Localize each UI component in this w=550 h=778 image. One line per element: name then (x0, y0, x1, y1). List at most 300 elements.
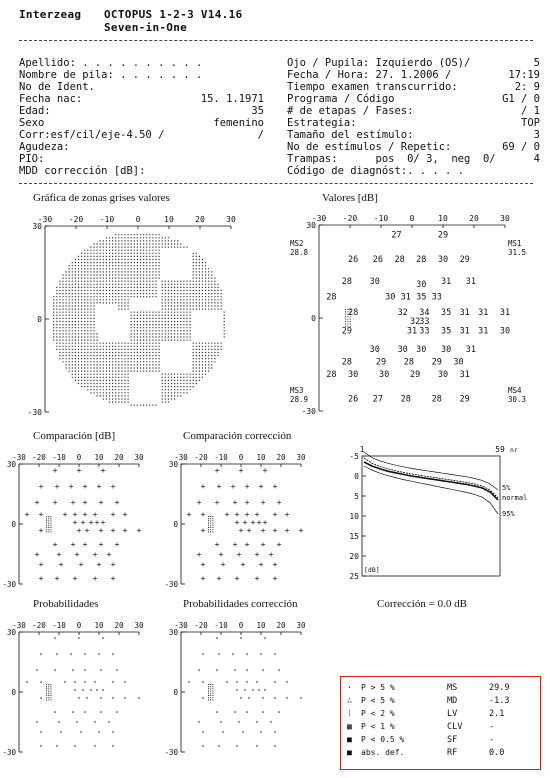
y-tick-label: -30 (164, 580, 178, 589)
normal-point: + (76, 466, 82, 475)
x-tick-label: 0 (238, 621, 244, 630)
threshold-value: 30 (437, 369, 449, 380)
normal-point: + (260, 540, 266, 549)
threshold-value: 26 (347, 394, 359, 405)
normal-point: + (110, 560, 116, 569)
x-tick-label: 30 (296, 621, 306, 630)
threshold-value: 30 (499, 326, 511, 337)
patient-field-label: Agudeza: (19, 141, 70, 153)
blind-spot-marker (345, 309, 351, 327)
exam-info (287, 58, 540, 180)
probability-point (96, 689, 98, 691)
normal-point: + (272, 574, 278, 583)
probability-point (74, 689, 76, 691)
normal-point: + (272, 482, 278, 491)
normal-point: + (232, 540, 238, 549)
normal-point: + (214, 466, 220, 475)
normal-point: + (234, 510, 240, 519)
normal-point: + (78, 560, 84, 569)
normal-point: + (72, 518, 78, 527)
probability-point (26, 681, 28, 683)
normal-point: + (58, 560, 64, 569)
normal-point: + (74, 550, 80, 559)
grey-scale-dots (53, 234, 225, 406)
normal-point: + (254, 550, 260, 559)
probabilities-correction-title: Probabilidades corrección (183, 598, 298, 610)
normal-point: + (214, 498, 220, 507)
normal-point: + (24, 510, 30, 519)
probability-point (278, 711, 280, 713)
y-tick-label: 25 (349, 572, 359, 581)
legend-item (347, 735, 404, 744)
y-tick-label: 0 (354, 472, 359, 481)
normal-point: + (242, 518, 248, 527)
patient-field-label: Nombre de pila: . . . . . . . (19, 69, 203, 81)
x-end-label: 59 (495, 445, 505, 454)
legend-label: P < 5 % (361, 696, 395, 705)
normal-point: + (230, 482, 236, 491)
normal-point: + (82, 540, 88, 549)
threshold-value: 30 (378, 369, 390, 380)
probability-point (202, 653, 204, 655)
normal-point: + (38, 510, 44, 519)
exam-field-value: TOP (521, 117, 540, 129)
correction-label: Corrección = 0.0 dB (377, 598, 467, 610)
threshold-value: 31 (406, 326, 418, 337)
probability-point (236, 681, 238, 683)
exam-field-label: # de etapas / Fases: (287, 105, 414, 117)
probability-point (202, 731, 204, 733)
normal-point: + (220, 560, 226, 569)
probability-point (240, 637, 242, 639)
x-tick-label: -20 (32, 621, 46, 630)
y-tick-label: -30 (27, 408, 42, 417)
threshold-value: 31 (478, 326, 489, 337)
probability-point (64, 681, 66, 683)
normal-point: + (196, 550, 202, 559)
normal-point: + (244, 510, 250, 519)
probability-point (222, 731, 224, 733)
probability-point (100, 669, 102, 671)
normal-point: + (268, 550, 274, 559)
x-tick-label: 10 (94, 453, 104, 462)
threshold-value: 29 (459, 394, 470, 405)
x-tick-label: -10 (52, 621, 66, 630)
threshold-value: 31 (440, 276, 452, 287)
normal-point: + (200, 482, 206, 491)
patient-field-label: Sexo (19, 117, 45, 129)
threshold-value: 30 (416, 345, 427, 355)
exam-field-value: G1 / 0 (502, 93, 540, 105)
normal-point: + (250, 518, 256, 527)
exam-field-label: Programa / Código (287, 93, 395, 105)
x-tick-label: -10 (99, 215, 115, 224)
probability-point (54, 711, 56, 713)
y-tick-label: 0 (11, 520, 16, 529)
probability-point (256, 721, 258, 723)
probability-point (260, 731, 262, 733)
threshold-value: 31 (400, 292, 411, 303)
comparison-plot (2, 444, 178, 590)
normal-point: + (262, 518, 268, 527)
probability-point (262, 697, 264, 699)
patient-info (19, 58, 264, 180)
x-tick-label: 10 (438, 214, 448, 223)
probability-point (232, 653, 234, 655)
probability-point (236, 745, 238, 747)
probability-point (56, 745, 58, 747)
probabilities-title: Probabilidades (33, 598, 99, 610)
probability-point (116, 711, 118, 713)
y-tick-label: 20 (349, 552, 359, 561)
probabilities-plot (2, 612, 178, 758)
x-tick-label: -10 (52, 453, 66, 462)
blind-spot-marker (208, 684, 213, 700)
exam-field-value: 5 (533, 57, 540, 69)
p5-label: 5% (502, 484, 511, 492)
x-tick-label: 20 (469, 214, 479, 223)
threshold-value: 28 (400, 394, 411, 405)
probability-point (258, 689, 260, 691)
legend-item (347, 683, 395, 692)
normal-point: + (240, 560, 246, 569)
normal-point: + (52, 498, 58, 507)
normal-point: + (38, 482, 44, 491)
threshold-value: 31 (459, 307, 470, 318)
x-tick-label: 30 (134, 453, 144, 462)
normal-point: + (92, 510, 98, 519)
normal-point: + (110, 526, 116, 535)
threshold-value: 28 (341, 357, 353, 368)
threshold-value: 29 (431, 357, 442, 368)
legend-symbol-icon: ▦ (347, 722, 352, 731)
probability-point (108, 721, 110, 723)
x-tick-label: 0 (76, 621, 82, 630)
blind-spot-marker (46, 516, 51, 532)
normal-point: + (70, 498, 76, 507)
normal-point: + (238, 526, 244, 535)
probability-point (40, 697, 42, 699)
product-version: OCTOPUS 1-2-3 V14.16 (104, 8, 243, 21)
normal-point: + (106, 550, 112, 559)
y-tick-label: 15 (349, 532, 359, 541)
legend-symbol-icon: ■ (347, 748, 352, 757)
y-tick-label: 30 (6, 460, 16, 469)
probability-point (264, 637, 266, 639)
threshold-value: 28 (403, 357, 415, 368)
normal-point: + (110, 510, 116, 519)
y-tick-label: 0 (11, 688, 16, 697)
probability-point (220, 721, 222, 723)
y-tick-label: 0 (311, 314, 316, 323)
exam-field-label: Ojo / Pupila: Izquierdo (OS)/ (287, 57, 471, 69)
probability-point (278, 669, 280, 671)
legend-item (347, 709, 395, 719)
legend-item (347, 748, 404, 757)
values-title: Valores [dB] (322, 192, 378, 204)
x-tick-label: 20 (114, 453, 124, 462)
x-tick-label: 20 (195, 215, 205, 224)
probability-point (72, 711, 74, 713)
normal-point: + (236, 550, 242, 559)
x-tick-label: 10 (94, 621, 104, 630)
x-tick-label: 0 (135, 215, 141, 224)
probability-point (74, 681, 76, 683)
probability-point (216, 711, 218, 713)
probability-point (72, 669, 74, 671)
threshold-value: 30 (440, 345, 452, 355)
probability-point (84, 669, 86, 671)
normal-point: + (88, 518, 94, 527)
y-tick-label: 0 (173, 520, 178, 529)
normal-point: + (114, 540, 120, 549)
normal-point: + (216, 574, 222, 583)
normal-point: + (186, 510, 192, 519)
x-tick-label: -30 (311, 214, 327, 223)
normal-point: + (82, 510, 88, 519)
probability-point (226, 681, 228, 683)
y-tick-label: 5 (354, 492, 359, 501)
probability-point (102, 637, 104, 639)
probability-point (60, 731, 62, 733)
exam-field-value: / 1 (521, 105, 540, 117)
legend-symbol-icon: ∴ (347, 696, 352, 705)
probability-point (252, 689, 254, 691)
ms2-value: 28.8 (290, 248, 309, 257)
x-tick-label: -30 (174, 453, 188, 462)
probability-point (236, 689, 238, 691)
y-tick-label: 10 (349, 512, 359, 521)
info-divider (19, 183, 533, 184)
probability-point (124, 697, 126, 699)
index-value: - (489, 722, 495, 732)
ms4-value: 30.3 (508, 395, 527, 404)
x-tick-label: -30 (12, 453, 26, 462)
x-tick-label: 10 (256, 621, 266, 630)
normal-point: + (218, 550, 224, 559)
index-label: LV (447, 709, 458, 719)
x-tick-label: 20 (114, 621, 124, 630)
threshold-value: 33 (431, 292, 442, 303)
index-label: RF (447, 748, 458, 758)
x-tick-label: 30 (296, 453, 306, 462)
threshold-value: 30 (369, 345, 380, 355)
normal-point: + (52, 540, 58, 549)
threshold-value: 35 (440, 326, 452, 337)
patient-field-value: 15. 1.1971 (200, 93, 264, 105)
x-tick-label: 0 (409, 214, 415, 223)
patient-field-label: Edad: (19, 105, 51, 117)
normal-point: + (272, 510, 278, 519)
x-tick-label: -10 (214, 621, 228, 630)
y-tick-label: 30 (6, 628, 16, 637)
exam-field-value: 17:19 (508, 69, 540, 81)
index-label: MD (447, 696, 458, 706)
threshold-value: 31 (465, 276, 477, 287)
index-label: MS (447, 683, 458, 693)
patient-field-value: 35 (251, 105, 264, 117)
probability-point (246, 669, 248, 671)
probability-point (90, 689, 92, 691)
patient-field-label: No de Ident. (19, 81, 95, 93)
ms2-label: MS2 (290, 239, 304, 248)
normal-point: + (122, 526, 128, 535)
normal-point: + (272, 560, 278, 569)
probability-point (112, 653, 114, 655)
probability-point (74, 745, 76, 747)
legend-label: P < 0.5 % (361, 735, 405, 744)
probability-point (202, 697, 204, 699)
normal-label: normal (502, 494, 528, 502)
index-value: - (489, 735, 495, 745)
y-tick-label: 0 (173, 688, 178, 697)
probability-point (198, 669, 200, 671)
x-tick-label: -30 (37, 215, 53, 224)
probability-point (78, 697, 80, 699)
x-tick-label: 30 (226, 215, 236, 224)
ms4-label: MS4 (508, 386, 522, 395)
percentile-95-curve (364, 466, 498, 514)
probability-point (86, 697, 88, 699)
threshold-value: 30 (347, 369, 359, 380)
brand: Interzeag (19, 8, 82, 21)
legend-symbol-icon: ■ (347, 735, 352, 744)
probability-point (78, 637, 80, 639)
legend-item (347, 722, 395, 731)
probability-point (84, 681, 86, 683)
normal-point: + (34, 550, 40, 559)
index-label: CLV (447, 722, 463, 732)
normal-point: + (96, 482, 102, 491)
probability-point (112, 731, 114, 733)
probability-point (260, 653, 262, 655)
x-tick-label: 20 (276, 621, 286, 630)
y-tick-label: -5 (349, 452, 359, 461)
normal-point: + (232, 498, 238, 507)
probability-point (138, 697, 140, 699)
normal-point: + (76, 526, 82, 535)
normal-point: + (84, 526, 90, 535)
x-tick-label: 0 (238, 453, 244, 462)
legend-label: P < 1 % (361, 722, 395, 731)
probability-point (112, 745, 114, 747)
header-divider (19, 40, 533, 41)
probability-point (54, 637, 56, 639)
normal-point: + (92, 574, 98, 583)
threshold-value: 31 (478, 307, 489, 318)
normal-point: + (260, 498, 266, 507)
probability-point (40, 681, 42, 683)
p95-label: 95% (502, 510, 515, 518)
grey-scale-plot (18, 206, 248, 418)
y-tick-label: -30 (301, 407, 316, 416)
exam-field-value: 4 (533, 153, 540, 165)
y-tick-label: 30 (168, 628, 178, 637)
normal-point: + (72, 574, 78, 583)
threshold-value: 30 (437, 255, 449, 266)
probability-point (262, 711, 264, 713)
threshold-value: 29 (437, 230, 449, 241)
patient-field-label: PIO: (19, 153, 45, 165)
probability-point (40, 653, 42, 655)
y-tick-label: 0 (37, 315, 42, 324)
probability-point (116, 669, 118, 671)
normal-point: + (70, 540, 76, 549)
exam-field-label: No de estímulos / Repetic: (287, 141, 452, 153)
legend-box (340, 676, 541, 770)
normal-point: + (96, 560, 102, 569)
bebie-curve (342, 444, 542, 594)
x-tick-label: 30 (134, 621, 144, 630)
blind-spot-marker (46, 684, 51, 700)
probability-point (98, 653, 100, 655)
probability-point (262, 669, 264, 671)
program-name: Seven-in-One (104, 21, 188, 34)
probability-point (274, 653, 276, 655)
comparison-correction-title: Comparación corrección (183, 430, 292, 442)
threshold-value: 26 (372, 255, 384, 266)
probability-point (188, 681, 190, 683)
legend-item (347, 696, 395, 705)
threshold-value: 31 (465, 345, 477, 355)
normal-point: + (258, 482, 264, 491)
threshold-value: 31 (459, 326, 470, 337)
x-tick-label: 10 (164, 215, 174, 224)
normal-point: + (216, 482, 222, 491)
patient-field-label: Fecha nac: (19, 93, 83, 105)
threshold-value: 29 (409, 369, 421, 380)
normal-point: + (260, 526, 266, 535)
probability-point (94, 721, 96, 723)
normal-point: + (62, 510, 68, 519)
normal-point: + (244, 482, 250, 491)
percentile-5-curve (364, 452, 498, 490)
exam-field-label: Estrategia: (287, 117, 357, 129)
normal-point: + (234, 518, 240, 527)
probability-point (242, 731, 244, 733)
x-tick-label: 30 (500, 214, 510, 223)
probability-point (112, 681, 114, 683)
normal-point: + (54, 574, 60, 583)
normal-point: + (72, 510, 78, 519)
index-value: 2.1 (489, 709, 505, 719)
y-tick-label: -30 (164, 748, 178, 757)
probability-point (218, 653, 220, 655)
probability-point (54, 669, 56, 671)
normal-point: + (92, 550, 98, 559)
probability-point (124, 681, 126, 683)
threshold-value: 28 (326, 369, 337, 380)
comparison-correction-plot (164, 444, 340, 590)
probability-point (234, 669, 236, 671)
probability-point (300, 697, 302, 699)
legend-symbol-icon: ⁞ (347, 709, 352, 718)
probability-point (244, 689, 246, 691)
normal-point: + (254, 574, 260, 583)
normal-point: + (258, 560, 264, 569)
probability-point (286, 697, 288, 699)
threshold-value: 30 (397, 345, 408, 355)
patient-field-label: Apellido: . . . . . . . . . . (19, 57, 203, 69)
x-tick-label: -30 (12, 621, 26, 630)
exam-field-value: 3 (533, 129, 540, 141)
threshold-value: 28 (347, 307, 359, 318)
probability-point (270, 721, 272, 723)
normal-point: + (114, 498, 120, 507)
normal-point: + (100, 466, 106, 475)
probability-point (40, 745, 42, 747)
probability-point (112, 697, 114, 699)
